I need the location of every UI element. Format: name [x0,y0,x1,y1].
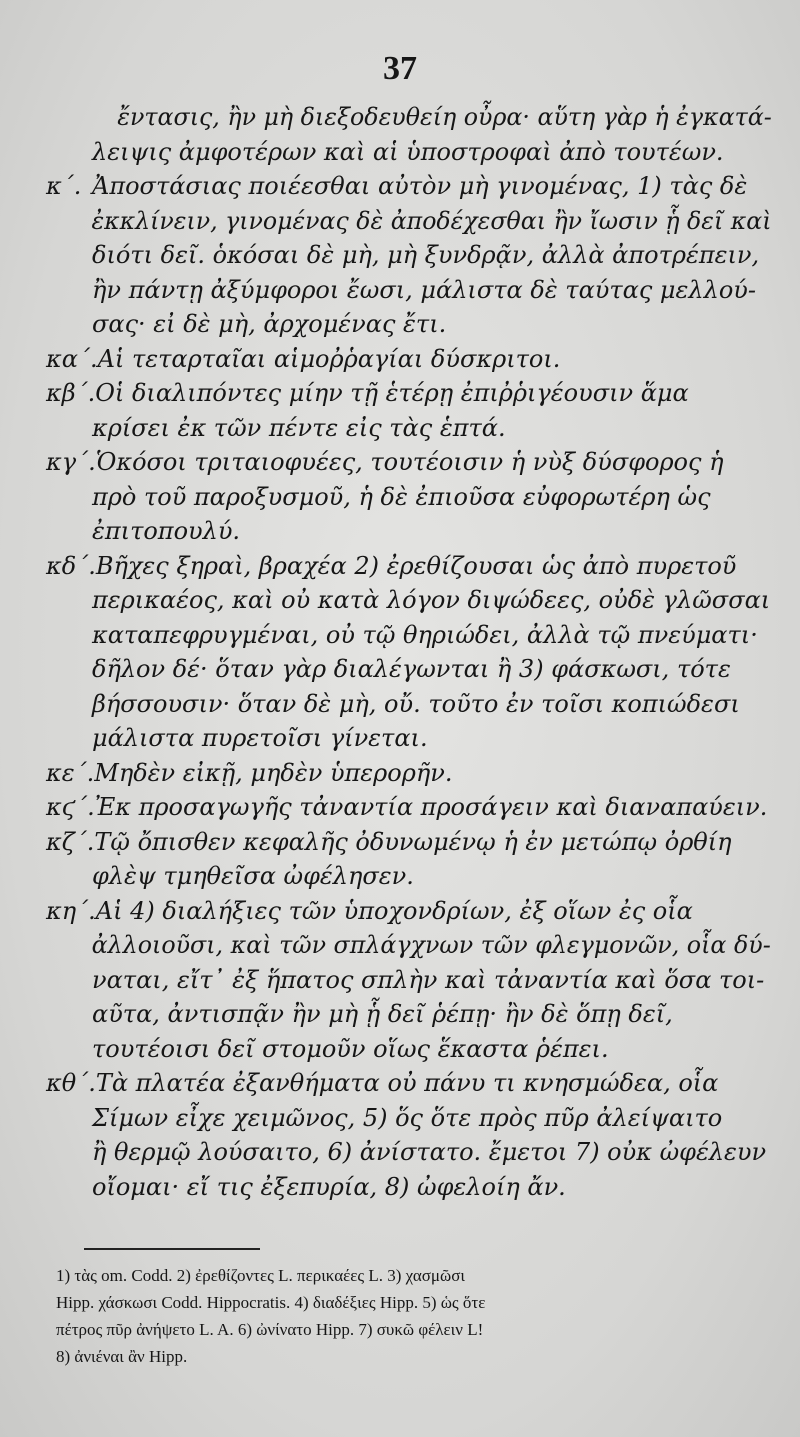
text-line [46,756,771,791]
text-line [56,307,771,342]
section-number: κθ΄. [46,1069,96,1097]
footnotes [56,1262,776,1370]
line-text: ἀλλοιοῦσι, καὶ τῶν σπλάγχνων τῶν φλεγμονῶν, οἷα δύ- [91,931,771,959]
text-line [56,273,771,308]
text-line [46,894,771,929]
footnote-line: πέτρος πῦρ ἀνήψετο L. A. 6) ὠνίνατο Hipp. 7) συκῶ φέλειν L! [56,1320,484,1339]
text-line [56,618,771,653]
line-text: δῆλον δέ· ὅταν γὰρ διαλέγωνται ἢ 3) φάσκωσι, τότε [92,655,731,683]
line-text: Μηδὲν εἰκῇ, μηδὲν ὑπερορῆν. [94,758,453,787]
line-text: τουτέοισι δεῖ στομοῦν οἵως ἕκαστα ῥέπει. [92,1034,609,1063]
text-line [56,411,771,446]
line-text: ἐκκλίνειν, γινομένας δὲ ἀποδέχεσθαι ἢν ἴωσιν ᾗ δεῖ καὶ [91,206,772,235]
line-text: οἴομαι· εἴ τις ἐξεπυρία, 8) ὠφελοίη ἄν. [92,1172,566,1201]
line-text: διότι δεῖ. ὁκόσαι δὲ μὴ, μὴ ξυνδρᾷν, ἀλλὰ ἀποτρέπειν, [92,241,760,269]
text-line [56,859,771,894]
line-text: ἢ θερμῷ λούσαιτο, 6) ἀνίστατο. ἔμετοι 7) οὐκ ὠφέλευν [92,1138,767,1166]
section-number: κα΄. [46,344,98,373]
text-line [56,1032,771,1067]
section-number: κζ΄. [46,827,95,856]
section-number: κγ΄. [46,448,96,476]
text-line [56,721,771,756]
text-line [56,1170,771,1205]
line-text: περικαέος, καὶ οὐ κατὰ λόγον διψώδεες, οὐδὲ γλῶσσαι [92,586,771,614]
line-text: αῦτα, ἀντισπᾷν ἢν μὴ ᾗ δεῖ ῥέπῃ· ἢν δὲ ὅπῃ δεῖ, [92,1000,673,1028]
text-line [56,135,771,170]
footnote-line: Hipp. χάσκωσι Codd. Hippocratis. 4) διαδέξιες Hipp. 5) ὡς ὅτε [56,1293,486,1312]
text-line [56,687,771,722]
text-line [56,997,771,1032]
main-text [46,100,772,1204]
line-text: Αἱ τεταρταῖαι αἱμοῤῥαγίαι δύσκριτοι. [97,344,561,373]
text-line [56,1135,771,1170]
section-number: κε΄. [46,758,95,787]
text-line [56,583,771,618]
text-line [46,825,771,860]
line-text: Τὰ πλατέα ἐξανθήματα οὐ πάνυ τι κνησμώδεα, οἷα [95,1069,719,1097]
line-text: Αἱ 4) διαλήξιες τῶν ὑποχονδρίων, ἐξ οἵων ἐς οἷα [95,896,693,925]
text-line [56,963,771,998]
footnote-line: 1) τὰς om. Codd. 2) ἐρεθίζοντες L. περικαέες L. 3) χασμῶσι [56,1266,465,1285]
line-text: ναται, εἴτ᾽ ἐξ ἥπατος σπλὴν καὶ τἀναντία καὶ ὅσα τοι- [92,965,765,994]
text-line [46,342,771,377]
section-number: κδ΄. [46,551,96,580]
text-line [46,1066,771,1101]
text-line [56,100,772,135]
text-line [56,204,772,239]
text-line [46,376,771,411]
text-line [56,238,771,273]
text-line [56,480,771,515]
line-text: Σίμων εἶχε χειμῶνος, 5) ὅς ὅτε πρὸς πῦρ ἀλείψαιτο [92,1103,723,1132]
line-text: ἐπιτοπουλύ. [92,517,241,545]
line-text: βήσσουσιν· ὅταν δὲ μὴ, οὔ. τοῦτο ἐν τοῖσι κοπιώδεσι [92,689,740,718]
line-text: Βῆχες ξηραὶ, βραχέα 2) ἐρεθίζουσαι ὡς ἀπὸ πυρετοῦ [95,551,737,580]
section-number: κϛ΄. [46,793,95,821]
line-text: Ἀποστάσιας ποιέεσθαι αὐτὸν μὴ γινομένας, 1) τὰς δὲ [92,172,748,200]
line-text: Οἱ διαλιπόντες μίην τῇ ἑτέρῃ ἐπιῤῥιγέουσιν ἅμα [95,379,689,407]
line-text: πρὸ τοῦ παροξυσμοῦ, ἡ δὲ ἐπιοῦσα εὐφορωτέρη ὡς [92,482,711,511]
section-number: κβ΄. [46,379,96,407]
text-line [46,549,771,584]
line-text: σας· εἰ δὲ μὴ, ἀρχομένας ἔτι. [92,310,447,338]
section-number: κη΄. [46,896,96,925]
footnote-line: 8) ἀνιέναι ἂν Hipp. [56,1347,188,1366]
line-text: καταπεφρυγμέναι, οὐ τῷ θηριώδει, ἀλλὰ τῷ πνεύματι· [92,620,758,649]
line-text: κρίσει ἐκ τῶν πέντε εἰς τὰς ἑπτά. [92,413,506,442]
line-text: ἢν πάντῃ ἀξύμφοροι ἔωσι, μάλιστα δὲ ταύτας μελλού- [92,275,756,304]
section-number: κ΄. [46,172,82,200]
text-line [56,514,771,549]
line-text: Τῷ ὄπισθεν κεφαλῆς ὀδυνωμένῳ ἡ ἐν μετώπῳ ὀρθίη [94,827,732,856]
text-line [46,169,771,204]
text-line [56,652,771,687]
text-line [56,1101,771,1136]
line-text: μάλιστα πυρετοῖσι γίνεται. [92,724,428,752]
text-line [46,445,771,480]
line-text: Ἐκ προσαγωγῆς τἀναντία προσάγειν καὶ διαναπαύειν. [94,793,768,821]
page-number: 37 [383,50,417,87]
text-line [56,928,771,963]
footnote-rule [84,1248,260,1250]
line-text: ἔντασις, ἢν μὴ διεξοδευθείη οὖρα· αὕτη γὰρ ἡ ἐγκατά- [117,103,772,131]
line-text: λειψις ἀμφοτέρων καὶ αἱ ὑποστροφαὶ ἀπὸ τουτέων. [92,137,724,166]
line-text: Ὁκόσοι τριταιοφυέες, τουτέοισιν ἡ νὺξ δύσφορος ἡ [95,448,724,476]
line-text: φλὲψ τμηθεῖσα ὠφέλησεν. [92,862,414,890]
text-line [46,790,771,825]
